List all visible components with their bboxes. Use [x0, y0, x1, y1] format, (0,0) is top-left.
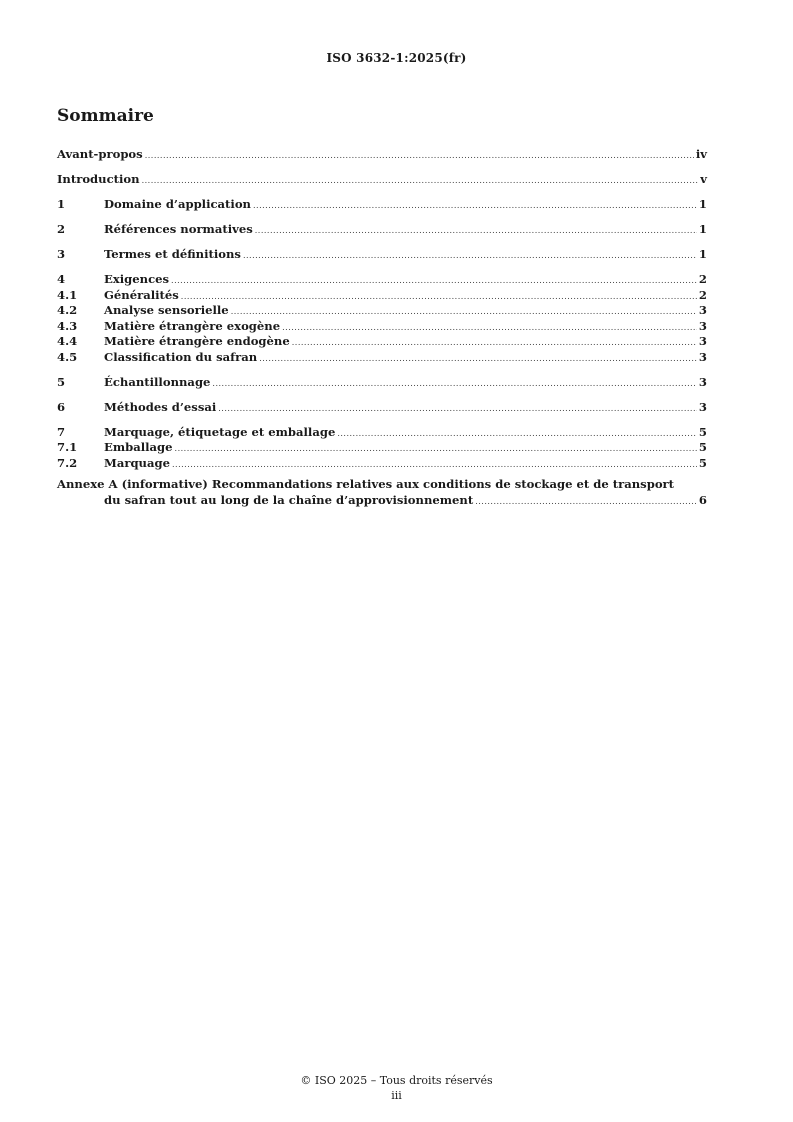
- toc-entry-page: 2: [698, 287, 707, 302]
- toc-entry-page: 1: [698, 197, 707, 211]
- toc-entry-page: v: [700, 172, 707, 186]
- toc-entry-number: 3: [57, 247, 66, 261]
- toc-entry-7-2[interactable]: [57, 456, 707, 472]
- toc-entry-4-3[interactable]: [57, 319, 707, 335]
- annex-title-line1: Annexe A (informative) Recommandations relatives aux conditions de stockage et de transport: [57, 477, 675, 491]
- dot-leader: [218, 401, 697, 417]
- toc-entry-number: 4.3: [57, 318, 78, 333]
- toc-entry-page: 3: [698, 399, 707, 414]
- toc-entry-page: 3: [698, 349, 707, 364]
- toc-entry-3[interactable]: [57, 247, 707, 263]
- toc-entry-page: 1: [698, 247, 707, 261]
- annex-title-line2-row: [57, 493, 707, 510]
- table-of-contents: [57, 147, 707, 509]
- toc-entry-annex-a[interactable]: [57, 477, 707, 509]
- toc-entry-number: 4.1: [57, 287, 78, 302]
- toc-entry-introduction[interactable]: [57, 172, 707, 188]
- page-number: iii: [391, 1089, 402, 1102]
- toc-entry-label: Emballage: [104, 440, 173, 454]
- toc-entry-7-1[interactable]: [57, 440, 707, 456]
- toc-entry-label: Analyse sensorielle: [104, 303, 229, 317]
- dot-leader: [243, 248, 697, 264]
- toc-entry-number: 4.2: [57, 303, 78, 317]
- toc-entry-4-5[interactable]: [57, 350, 707, 366]
- toc-entry-page: 1: [698, 222, 707, 236]
- toc-entry-number: 4.5: [57, 349, 78, 364]
- toc-entry-number: 4.4: [57, 334, 78, 348]
- toc-entry-label: Avant-propos: [57, 147, 143, 161]
- toc-entry-page: 2: [698, 272, 707, 286]
- toc-entry-page: iv: [695, 147, 707, 161]
- toc-entry-page: 5: [698, 440, 707, 454]
- toc-entry-number: 6: [57, 399, 66, 414]
- toc-entry-number: 4: [57, 272, 66, 286]
- toc-entry-page: 3: [698, 318, 707, 333]
- dot-leader: [181, 289, 697, 305]
- toc-entry-label: Classification du safran: [104, 349, 258, 364]
- dot-leader: [253, 198, 697, 214]
- toc-entry-label: Termes et définitions: [104, 247, 241, 261]
- toc-entry-number: 2: [57, 222, 66, 236]
- dot-leader: [231, 304, 697, 320]
- document-header: ISO 3632-1:2025(fr): [326, 51, 467, 65]
- dot-leader: [255, 223, 697, 239]
- dot-leader: [172, 457, 697, 473]
- dot-leader: [282, 320, 697, 336]
- toc-entry-label: Domaine d’application: [104, 197, 251, 211]
- toc-entry-label: Références normatives: [104, 222, 253, 236]
- toc-entry-7[interactable]: [57, 425, 707, 441]
- dot-leader: [142, 173, 699, 189]
- dot-leader: [145, 148, 694, 164]
- page-footer: [0, 1073, 793, 1103]
- dot-leader: [259, 351, 697, 367]
- dot-leader: [475, 494, 697, 510]
- toc-entry-4-1[interactable]: [57, 288, 707, 304]
- toc-entry-number: 7: [57, 424, 66, 439]
- toc-entry-page: 3: [698, 374, 707, 389]
- toc-entry-page: 3: [698, 303, 707, 317]
- toc-entry-label: Introduction: [57, 172, 140, 186]
- toc-entry-label: Marquage: [104, 455, 170, 470]
- toc-entry-5[interactable]: [57, 375, 707, 391]
- dot-leader: [212, 376, 697, 392]
- dot-leader: [337, 426, 697, 442]
- toc-entry-label: Matière étrangère endogène: [104, 334, 290, 348]
- toc-entry-4-4[interactable]: [57, 334, 707, 350]
- toc-entry-label: Exigences: [104, 272, 170, 286]
- toc-entry-label: Méthodes d’essai: [104, 399, 217, 414]
- toc-entry-page: 6: [698, 492, 707, 507]
- dot-leader: [171, 273, 697, 289]
- toc-entry-page: 5: [698, 455, 707, 470]
- toc-entry-number: 7.1: [57, 440, 78, 454]
- copyright-notice: © ISO 2025 – Tous droits réservés: [300, 1074, 493, 1087]
- toc-entry-page: 3: [698, 334, 707, 348]
- toc-entry-4-2[interactable]: [57, 303, 707, 319]
- toc-entry-number: 1: [57, 197, 66, 211]
- toc-entry-page: 5: [698, 424, 707, 439]
- toc-title: Sommaire: [57, 106, 154, 126]
- toc-entry-label: Généralités: [104, 287, 179, 302]
- dot-leader: [175, 441, 697, 457]
- toc-entry-number: 7.2: [57, 455, 78, 470]
- toc-entry-label: Matière étrangère exogène: [104, 318, 281, 333]
- toc-entry-label: Marquage, étiquetage et emballage: [104, 424, 336, 439]
- toc-entry-6[interactable]: [57, 400, 707, 416]
- toc-entry-foreword[interactable]: [57, 147, 707, 163]
- toc-entry-number: 5: [57, 374, 66, 389]
- annex-title-line2: du safran tout au long de la chaîne d’approvisionnement: [104, 492, 474, 507]
- dot-leader: [292, 335, 697, 351]
- toc-entry-4[interactable]: [57, 272, 707, 288]
- toc-entry-1[interactable]: [57, 197, 707, 213]
- toc-entry-label: Échantillonnage: [104, 374, 211, 389]
- toc-entry-2[interactable]: [57, 222, 707, 238]
